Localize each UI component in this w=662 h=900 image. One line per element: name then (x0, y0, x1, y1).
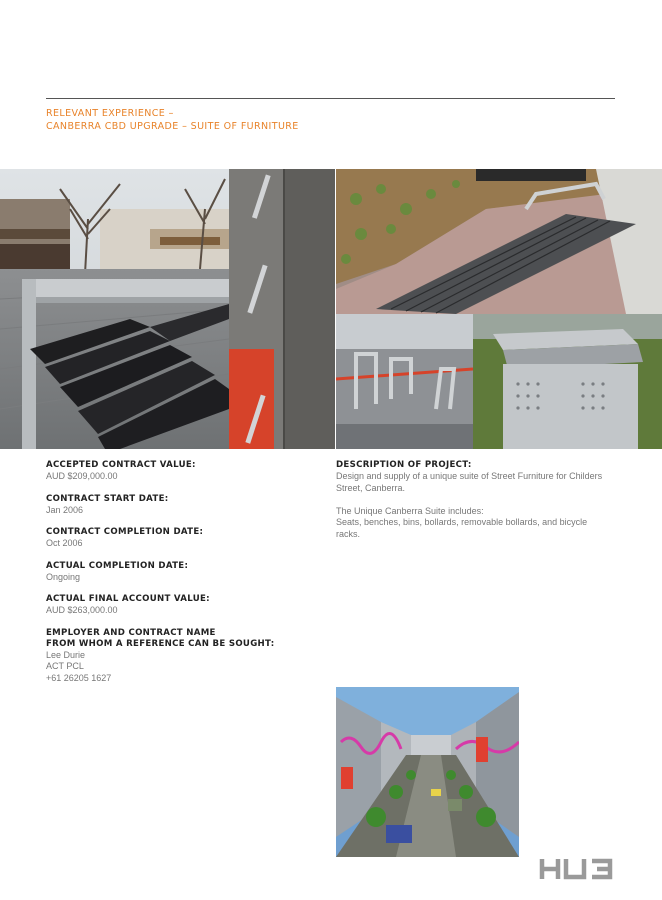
employer-phone: +61 26205 1627 (46, 672, 112, 683)
final-value-label: ACTUAL FINAL ACCOUNT VALUE: (46, 594, 210, 604)
actual-completion: Ongoing (46, 571, 81, 582)
employer-name: Lee Durie (46, 649, 86, 660)
description-para-1: Design and supply of a unique suite of Street Furniture for Childers Street, Canberra. (336, 471, 603, 493)
project-description (336, 460, 606, 540)
photo-bollard-detail (229, 169, 335, 449)
hub-logo (539, 858, 615, 885)
photo-bike-racks (336, 314, 473, 449)
header-rule (46, 98, 615, 99)
description-label: DESCRIPTION OF PROJECT: (336, 460, 472, 470)
employer-label-1: EMPLOYER AND CONTRACT NAME (46, 627, 216, 638)
page-heading (46, 108, 299, 133)
employer-org: ACT PCL (46, 661, 84, 671)
start-date-label: CONTRACT START DATE: (46, 493, 169, 504)
completion-date-label: CONTRACT COMPLETION DATE: (46, 527, 204, 537)
final-value: AUD $263,000.00 (46, 605, 118, 615)
description-para-2-line-1: The Unique Canberra Suite includes: (336, 505, 484, 516)
start-date: Jan 2006 (46, 504, 84, 515)
actual-completion-label: ACTUAL COMPLETION DATE: (46, 560, 189, 571)
accepted-value-label: ACCEPTED CONTRACT VALUE: (46, 460, 196, 470)
photo-bench-planter (336, 169, 662, 314)
photo-street-render (336, 687, 519, 857)
completion-date: Oct 2006 (46, 538, 83, 548)
photo-litter-bin (473, 314, 662, 449)
employer-label-2: FROM WHOM A REFERENCE CAN BE SOUGHT: (46, 638, 275, 649)
accepted-value: AUD $209,000.00 (46, 471, 118, 481)
description-para-2-line-2: Seats, benches, bins, bollards, removable bollards, and bicycle racks. (336, 517, 588, 539)
heading-line-2: CANBERRA CBD UPGRADE – SUITE OF FURNITURE (46, 120, 299, 132)
contract-details (46, 460, 274, 684)
photo-street-seat (0, 169, 229, 449)
heading-line-1: RELEVANT EXPERIENCE – (46, 108, 174, 119)
